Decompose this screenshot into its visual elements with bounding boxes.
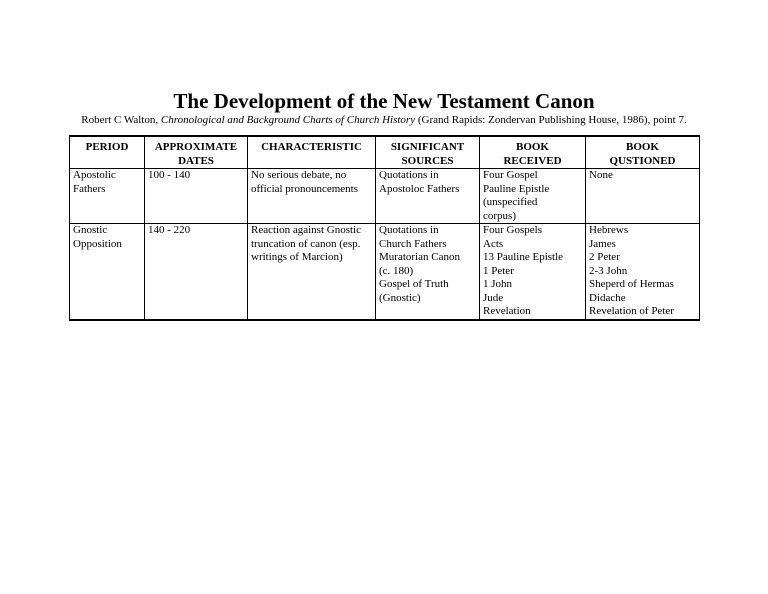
cell-line: 140 - 220	[148, 224, 191, 236]
cell-line: Jude	[483, 291, 504, 304]
cell-line: Fathers	[73, 182, 106, 195]
cell-line: 1 Peter	[483, 264, 514, 277]
header-book-received	[480, 136, 586, 169]
citation-book-title: Chronological and Background Charts of Church History	[160, 114, 416, 126]
cell-line: writings of Marcion)	[251, 251, 343, 263]
cell-characteristic	[248, 224, 376, 320]
citation	[0, 113, 768, 127]
cell-dates	[145, 169, 248, 224]
header-period	[70, 136, 145, 169]
cell-line: Acts	[483, 237, 504, 250]
canon-table	[69, 135, 700, 321]
cell-line: Sheperd of Hermas	[589, 278, 674, 290]
cell-line: Revelation of Peter	[589, 305, 674, 317]
table-row	[70, 169, 700, 224]
header-characteristic	[248, 136, 376, 169]
cell-line: Apostolic	[73, 169, 116, 181]
header-approximate-dates	[145, 136, 248, 169]
cell-line: Four Gospels	[483, 224, 542, 236]
citation-publication: (Grand Rapids: Zondervan Publishing House, 1986), point 7.	[415, 114, 687, 126]
cell-line: Hebrews	[589, 224, 629, 236]
cell-line: official pronouncements	[251, 182, 359, 195]
cell-line: Gospel of Truth	[379, 278, 449, 290]
header-line: APPROXIMATE	[154, 141, 238, 153]
cell-sources	[376, 169, 480, 224]
cell-books-questioned	[586, 224, 700, 320]
cell-dates	[145, 224, 248, 320]
cell-line: Apostoloc Fathers	[379, 182, 460, 195]
cell-sources	[376, 224, 480, 320]
cell-line: (c. 180)	[379, 264, 414, 277]
header-significant-sources	[376, 136, 480, 169]
cell-line: Didache	[589, 291, 626, 304]
cell-line: Opposition	[73, 237, 122, 250]
cell-line: Quotations in	[379, 169, 439, 181]
header-line: CHARACTERISTIC	[261, 141, 362, 153]
cell-line: 2-3 John	[589, 264, 628, 277]
document-title: The Development of the New Testament Canon	[173, 89, 595, 113]
cell-characteristic	[248, 169, 376, 224]
cell-line: James	[589, 237, 616, 250]
cell-line: 100 - 140	[148, 169, 191, 181]
cell-line: Gnostic	[73, 224, 108, 236]
cell-line: 2 Peter	[589, 251, 620, 263]
cell-line: Quotations in	[379, 224, 439, 236]
header-line: SIGNIFICANT	[390, 141, 465, 153]
cell-line: Revelation	[483, 305, 531, 317]
header-line: SOURCES	[401, 154, 454, 167]
cell-line: Church Fathers	[379, 237, 447, 250]
cell-period	[70, 169, 145, 224]
cell-line: (unspecified	[483, 196, 538, 208]
cell-line: Pauline Epistle	[483, 182, 550, 195]
cell-period	[70, 224, 145, 320]
header-line: RECEIVED	[503, 154, 562, 167]
cell-line: 13 Pauline Epistle	[483, 251, 564, 263]
cell-books-questioned	[586, 169, 700, 224]
cell-line: truncation of canon (esp.	[251, 237, 361, 250]
cell-line: Muratorian Canon	[379, 251, 460, 263]
cell-books-received	[480, 169, 586, 224]
cell-line: 1 John	[483, 278, 513, 290]
cell-line: Reaction against Gnostic	[251, 224, 361, 236]
header-book-questioned	[586, 136, 700, 169]
citation-author: Robert C Walton,	[81, 114, 161, 126]
cell-line: No serious debate, no	[251, 169, 347, 181]
table-row	[70, 224, 700, 320]
cell-line: None	[589, 169, 613, 181]
header-line: BOOK	[515, 141, 549, 153]
cell-books-received	[480, 224, 586, 320]
header-line: DATES	[178, 154, 214, 167]
cell-line: Four Gospel	[483, 169, 538, 181]
header-line: BOOK	[625, 141, 659, 153]
header-line: PERIOD	[85, 141, 129, 153]
cell-line: corpus)	[483, 209, 516, 222]
header-line: QUSTIONED	[609, 154, 676, 167]
cell-line: (Gnostic)	[379, 291, 421, 304]
table-header-row	[70, 136, 700, 169]
